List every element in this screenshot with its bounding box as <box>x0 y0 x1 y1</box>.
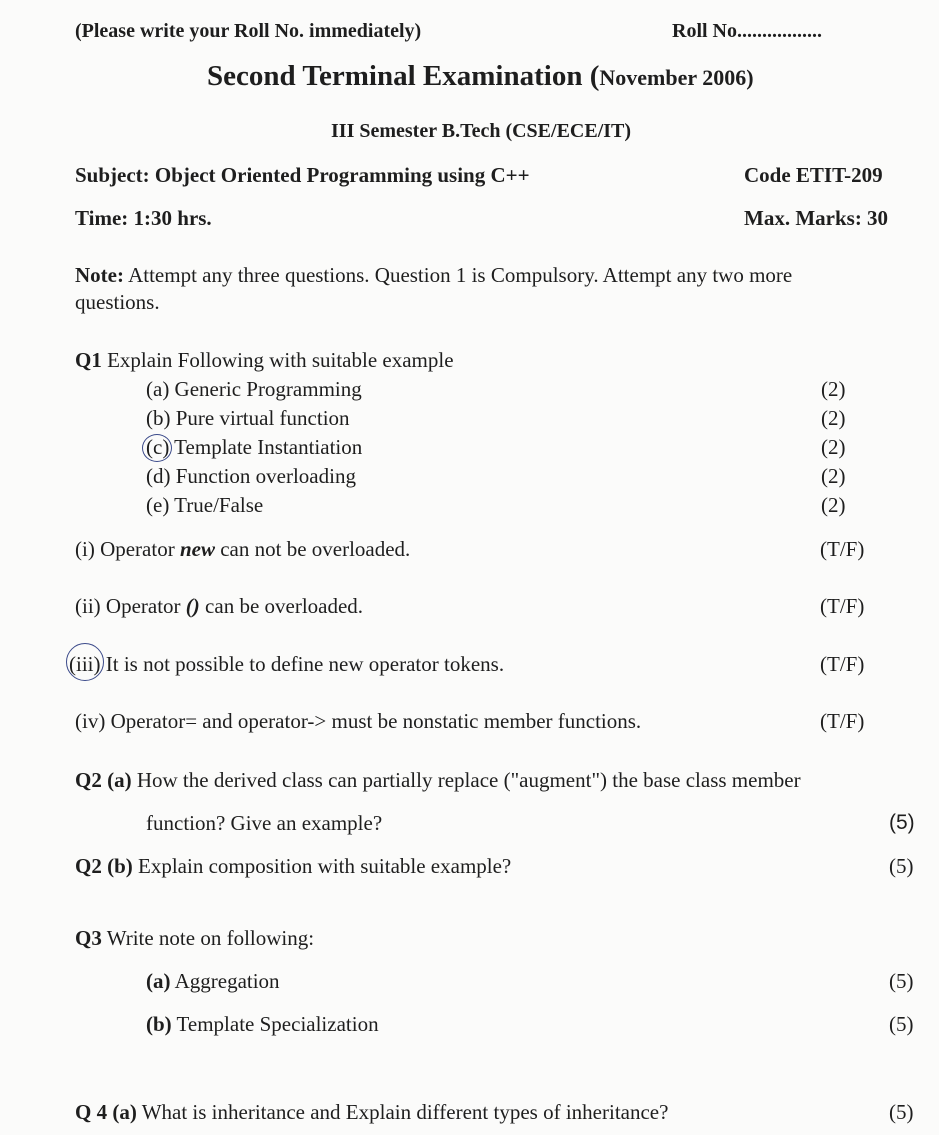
q1-part-b: (b) Pure virtual function <box>146 406 350 430</box>
note-text: Attempt any three questions. Question 1 is Compulsory. Attempt any two more <box>123 263 793 287</box>
q1-text: Explain Following with suitable example <box>101 348 454 372</box>
q3-part-a-marks: (5) <box>889 969 914 993</box>
q4a-marks: (5) <box>889 1100 914 1124</box>
q2a-marks: (5) <box>889 811 915 834</box>
tf-item-ii <box>75 594 363 619</box>
q2b-marks: (5) <box>889 854 914 878</box>
q1-label: Q1 <box>75 348 102 372</box>
q2a-question-cont: function? Give an example? <box>146 811 383 835</box>
tf-item-i-post: can not be overloaded. <box>214 537 411 561</box>
q1-part-e-marks: (2) <box>821 493 846 517</box>
q2b-label: Q2 (b) <box>75 854 133 878</box>
q1-part-b-marks: (2) <box>821 406 846 430</box>
tf-item-iv: (iv) Operator= and operator-> must be nonstatic member functions. <box>75 709 642 733</box>
tf-item-iii: (iii) It is not possible to define new operator tokens. <box>69 652 505 676</box>
q1-part-d: (d) Function overloading <box>146 464 356 488</box>
tf-item-iii-answer: (T/F) <box>820 652 865 676</box>
exam-title <box>207 60 754 93</box>
q3-part-a-text: Aggregation <box>170 969 280 993</box>
semester: III Semester B.Tech (CSE/ECE/IT) <box>331 120 632 142</box>
q2b-text: Explain composition with suitable example? <box>132 854 512 878</box>
exam-date: November 2006) <box>599 65 754 90</box>
q3-label: Q3 <box>75 926 102 950</box>
q1-heading <box>75 348 454 373</box>
course-code: Code ETIT-209 <box>744 163 883 187</box>
note-label: Note: <box>75 263 124 287</box>
tf-item-iv-answer: (T/F) <box>820 709 865 733</box>
q3-part-b-marks: (5) <box>889 1012 914 1036</box>
subject: Subject: Object Oriented Programming using C++ <box>75 163 530 187</box>
exam-time: Time: 1:30 hrs. <box>75 206 212 230</box>
pen-circle-mark <box>142 434 172 462</box>
q1-part-a: (a) Generic Programming <box>146 377 362 401</box>
q3-heading <box>75 926 314 951</box>
q1-part-c: (c) Template Instantiation <box>146 435 363 459</box>
tf-item-ii-em: () <box>185 594 200 618</box>
max-marks: Max. Marks: 30 <box>744 206 889 230</box>
q2a-label: Q2 (a) <box>75 768 132 792</box>
q3-part-b-text: Template Specialization <box>171 1012 379 1036</box>
q4a-label: Q 4 (a) <box>75 1100 137 1124</box>
tf-item-ii-pre: (ii) Operator <box>75 594 186 618</box>
note <box>75 263 792 288</box>
q3-part-a <box>146 969 280 994</box>
tf-item-ii-answer: (T/F) <box>820 594 865 618</box>
q2a-text: How the derived class can partially replace ("augment") the base class member <box>131 768 801 792</box>
tf-item-i-answer: (T/F) <box>820 537 865 561</box>
tf-item-i-pre: (i) Operator <box>75 537 180 561</box>
pen-circle-mark-2 <box>66 643 104 681</box>
tf-item-i-em: new <box>179 537 215 561</box>
q1-part-a-marks: (2) <box>821 377 846 401</box>
tf-item-ii-post: can be overloaded. <box>199 594 364 618</box>
q1-part-d-marks: (2) <box>821 464 846 488</box>
q3-part-b <box>146 1012 379 1037</box>
q4a-question <box>75 1100 668 1125</box>
q2a-question <box>75 768 801 793</box>
q3-part-a-label: (a) <box>146 969 171 993</box>
q1-part-e: (e) True/False <box>146 493 264 517</box>
roll-instruction: (Please write your Roll No. immediately) <box>75 20 422 42</box>
q4a-text: What is inheritance and Explain different types of inheritance? <box>136 1100 669 1124</box>
q2b-question <box>75 854 511 879</box>
roll-number-field: Roll No................. <box>672 20 822 42</box>
q3-part-b-label: (b) <box>146 1012 172 1036</box>
note-continued: questions. <box>75 290 160 314</box>
q1-part-c-marks: (2) <box>821 435 846 459</box>
exam-title-text: Second Terminal Examination ( <box>207 60 600 92</box>
q3-text: Write note on following: <box>101 926 315 950</box>
tf-item-i <box>75 537 410 562</box>
